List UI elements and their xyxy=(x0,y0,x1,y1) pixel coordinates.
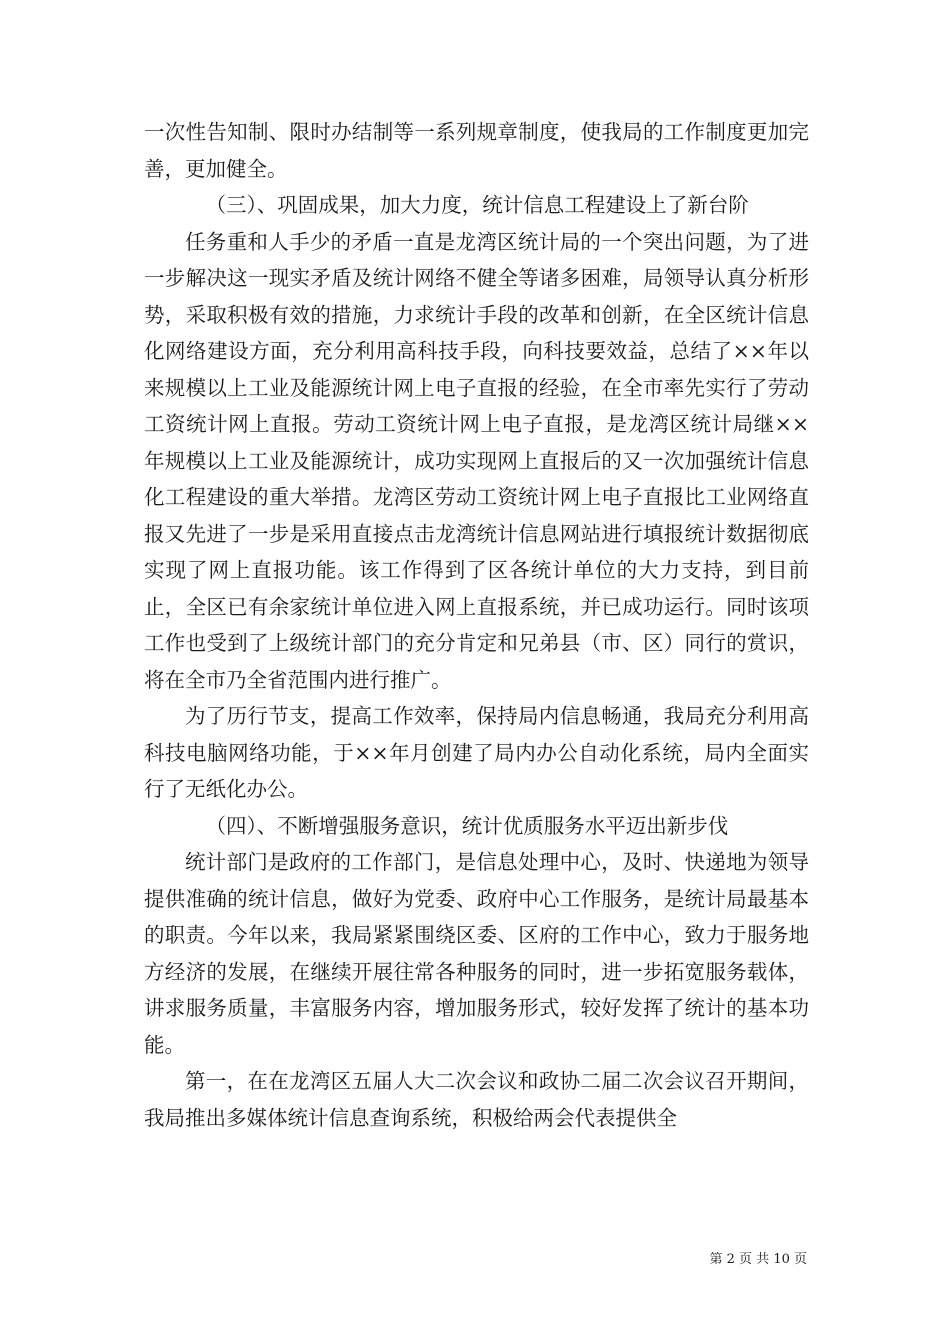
body-text xyxy=(144,114,809,1136)
section-heading-4: （四）、不断增强服务意识，统计优质服务水平迈出新步伐 xyxy=(205,813,729,838)
paragraph-statistics-network: 任务重和人手少的矛盾一直是龙湾区统计局的一个突出问题，为了进一步解决这一现实矛盾及统计网络不健全等诸多困难，局领导认真分析形势，采取积极有效的措施，力求统计手段的改革和创新，在全区统计信息化网络建设方面，充分利用高科技手段，向科技要效益，总结了××年以来规模以上工业及能源统计网上电子直报的经验，在全市率先实行了劳动工资统计网上直报。劳动工资统计网上电子直报，是龙湾区统计局继××年规模以上工业及能源统计，成功实现网上直报后的又一次加强统计信息化工程建设的重大举措。龙湾区劳动工资统计网上电子直报比工业网络直报又先进了一步是采用直接点击龙湾统计信息网站进行填报统计数据彻底实现了网上直报功能。该工作得到了区各统计单位的大力支持，到目前止，全区已有余家统计单位进入网上直报系统，并已成功运行。同时该项工作也受到了上级统计部门的充分肯定和兄弟县（市、区）同行的赏识，将在全市乃全省范围内进行推广。 xyxy=(144,229,809,692)
paragraph-service-function: 统计部门是政府的工作部门，是信息处理中心，及时、快递地为领导提供准确的统计信息，做好为党委、政府中心工作服务，是统计局最基本的职责。今年以来，我局紧紧围绕区委、区府的工作中心，致力于服务地方经济的发展，在继续开展往常各种服务的同时，进一步拓宽服务载体，讲求服务质量，丰富服务内容，增加服务形式，较好发挥了统计的基本功能。 xyxy=(144,850,809,1057)
paragraph-office-automation: 为了历行节支，提高工作效率，保持局内信息畅通，我局充分利用高科技电脑网络功能，于××年月创建了局内办公自动化系统，局内全面实行了无纸化办公。 xyxy=(144,704,809,801)
section-heading-3: （三）、巩固成果，加大力度，统计信息工程建设上了新台阶 xyxy=(205,193,749,217)
paragraph-continued: 一次性告知制、限时办结制等一系列规章制度，使我局的工作制度更加完善，更加健全。 xyxy=(144,120,809,181)
paragraph-first-item: 第一，在在龙湾区五届人大二次会议和政协二届二次会议召开期间，我局推出多媒体统计信息查询系统，积极给两会代表提供全 xyxy=(144,1069,809,1130)
page-number-footer: 第 2 页 共 10 页 xyxy=(709,1252,807,1267)
